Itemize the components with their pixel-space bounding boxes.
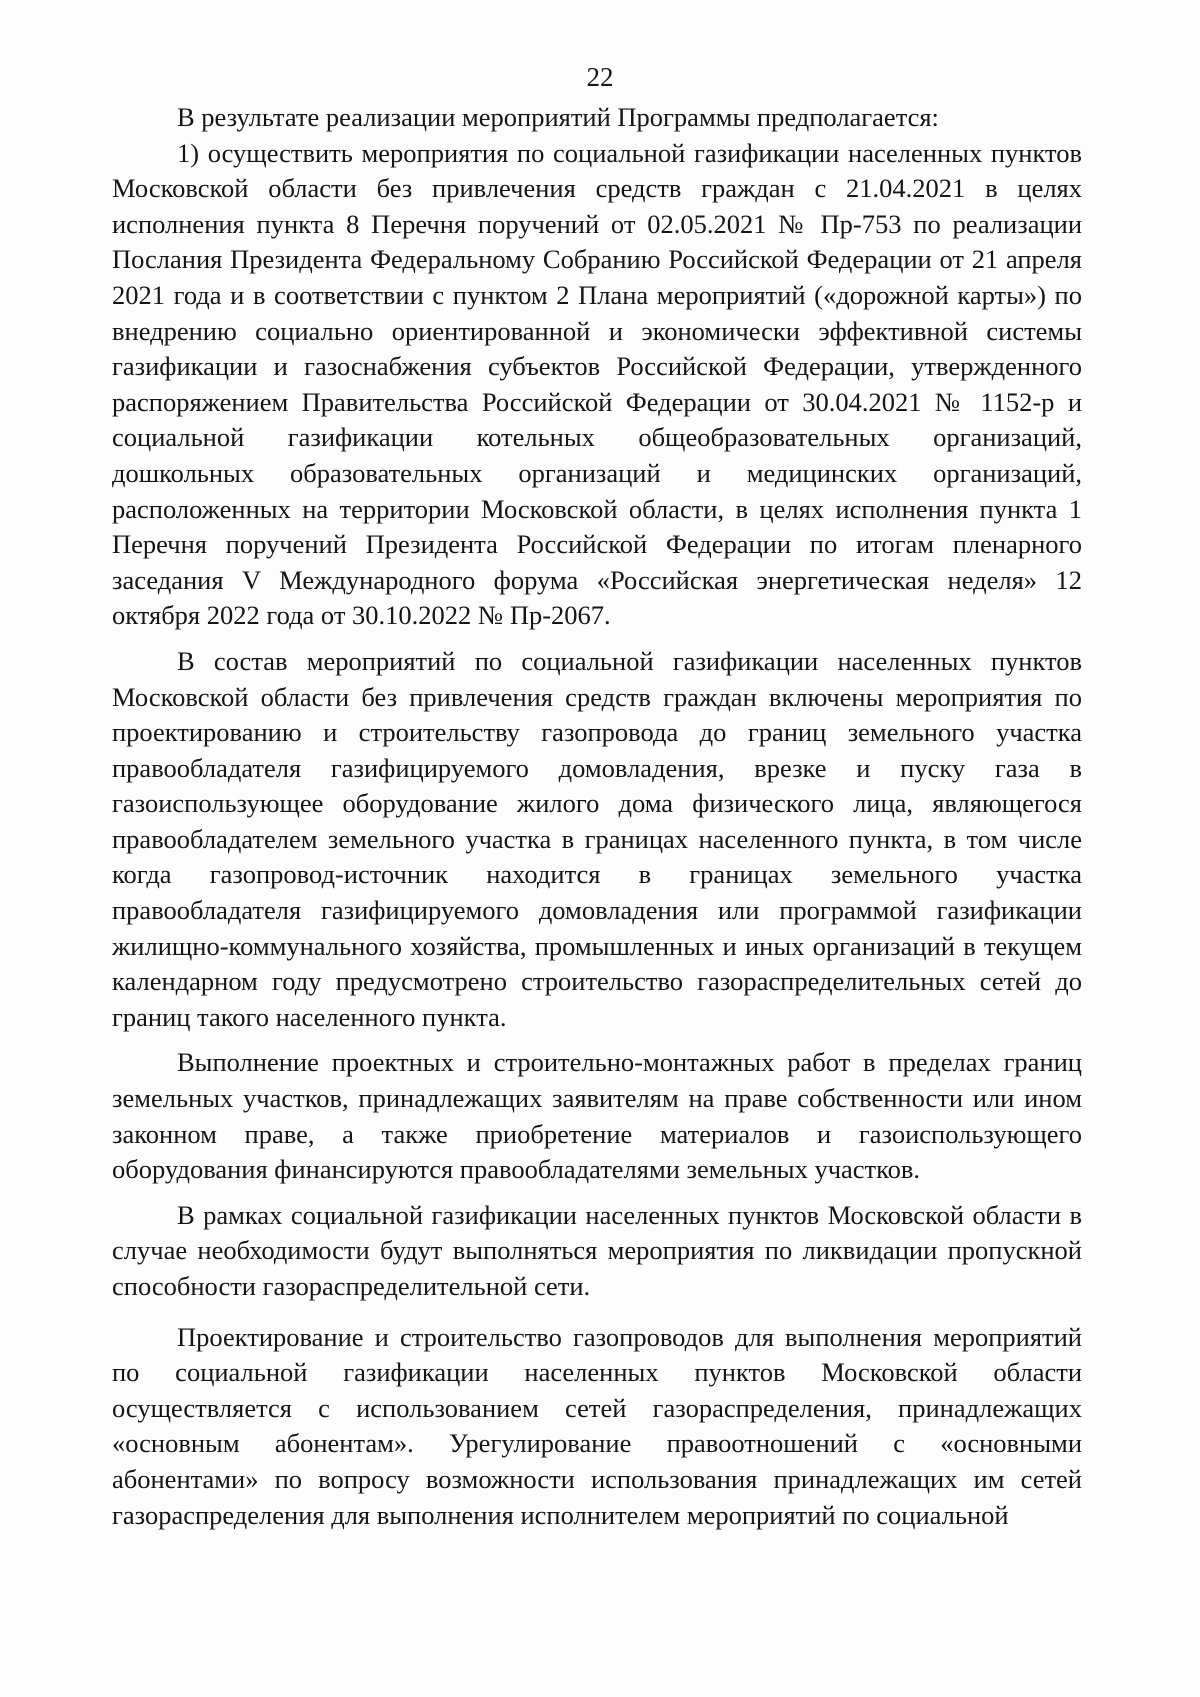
page-number: 22 [586, 62, 614, 92]
paragraph-financing: Выполнение проектных и строительно-монтажных работ в пределах границ земельных участков, принадлежащих заявителям на праве собственности или ином законном праве, а также приобретение материалов и газоиспользующего оборудования финансируются правообладателями земельных участков. [112, 1047, 1082, 1185]
paragraph-capacity: В рамках социальной газификации населенных пунктов Московской области в случае необходимости будут выполняться мероприятия по ликвидации пропускной способности газораспределительной сети. [112, 1199, 1082, 1301]
paragraph-item-1: 1) осуществить мероприятия по социальной газификации населенных пунктов Московской области без привлечения средств граждан с 21.04.2021 в целях исполнения пункта 8 Перечня поручений от 02.05.2021 № Пр-753 по реализации Послания Президента Федеральному Собранию Российской Федерации от 21 апреля 2021 года и в соответствии с пунктом 2 Плана мероприятий («дорожной карты») по внедрению социально ориентированной и экономически эффективной системы газификации и газоснабжения субъектов Российской Федерации, утвержденного распоряжением Правительства Российской Федерации от 30.04.2021 № 1152-р и социальной газификации котельных общеобразовательных организаций, дошкольных образовательных организаций и медицинских организаций, расположенных на территории Московской области, в целях исполнения пункта 1 Перечня поручений Президента Российской Федерации по итогам пленарного заседания V Международного форума «Российская энергетическая неделя» 12 октября 2022 года от 30.10.2022 № Пр-2067. [112, 137, 1082, 631]
document-body [112, 100, 1082, 1533]
paragraph-design-construction: Проектирование и строительство газопроводов для выполнения мероприятий по социальной газификации населенных пунктов Московской области осуществляется с использованием сетей газораспределения, принадлежащих «основным абонентам». Урегулирование правоотношений с «основными абонентами» по вопросу возможности использования принадлежащих им сетей газораспределения для выполнения исполнителем мероприятий по социальной [112, 1321, 1082, 1530]
paragraph-intro: В результате реализации мероприятий Программы предполагается: [177, 102, 939, 132]
paragraph-scope: В состав мероприятий по социальной газификации населенных пунктов Московской области без привлечения средств граждан включены мероприятия по проектированию и строительству газопровода до границ земельного участка правообладателя газифицируемого домовладения, врезке и пуску газа в газоиспользующее оборудование жилого дома физического лица, являющегося правообладателем земельного участка в границах населенного пункта, в том числе когда газопровод-источник находится в границах земельного участка правообладателя газифицируемого домовладения или программой газификации жилищно-коммунального хозяйства, промышленных и иных организаций в текущем календарном году предусмотрено строительство газораспределительных сетей до границ такого населенного пункта. [112, 645, 1082, 1032]
